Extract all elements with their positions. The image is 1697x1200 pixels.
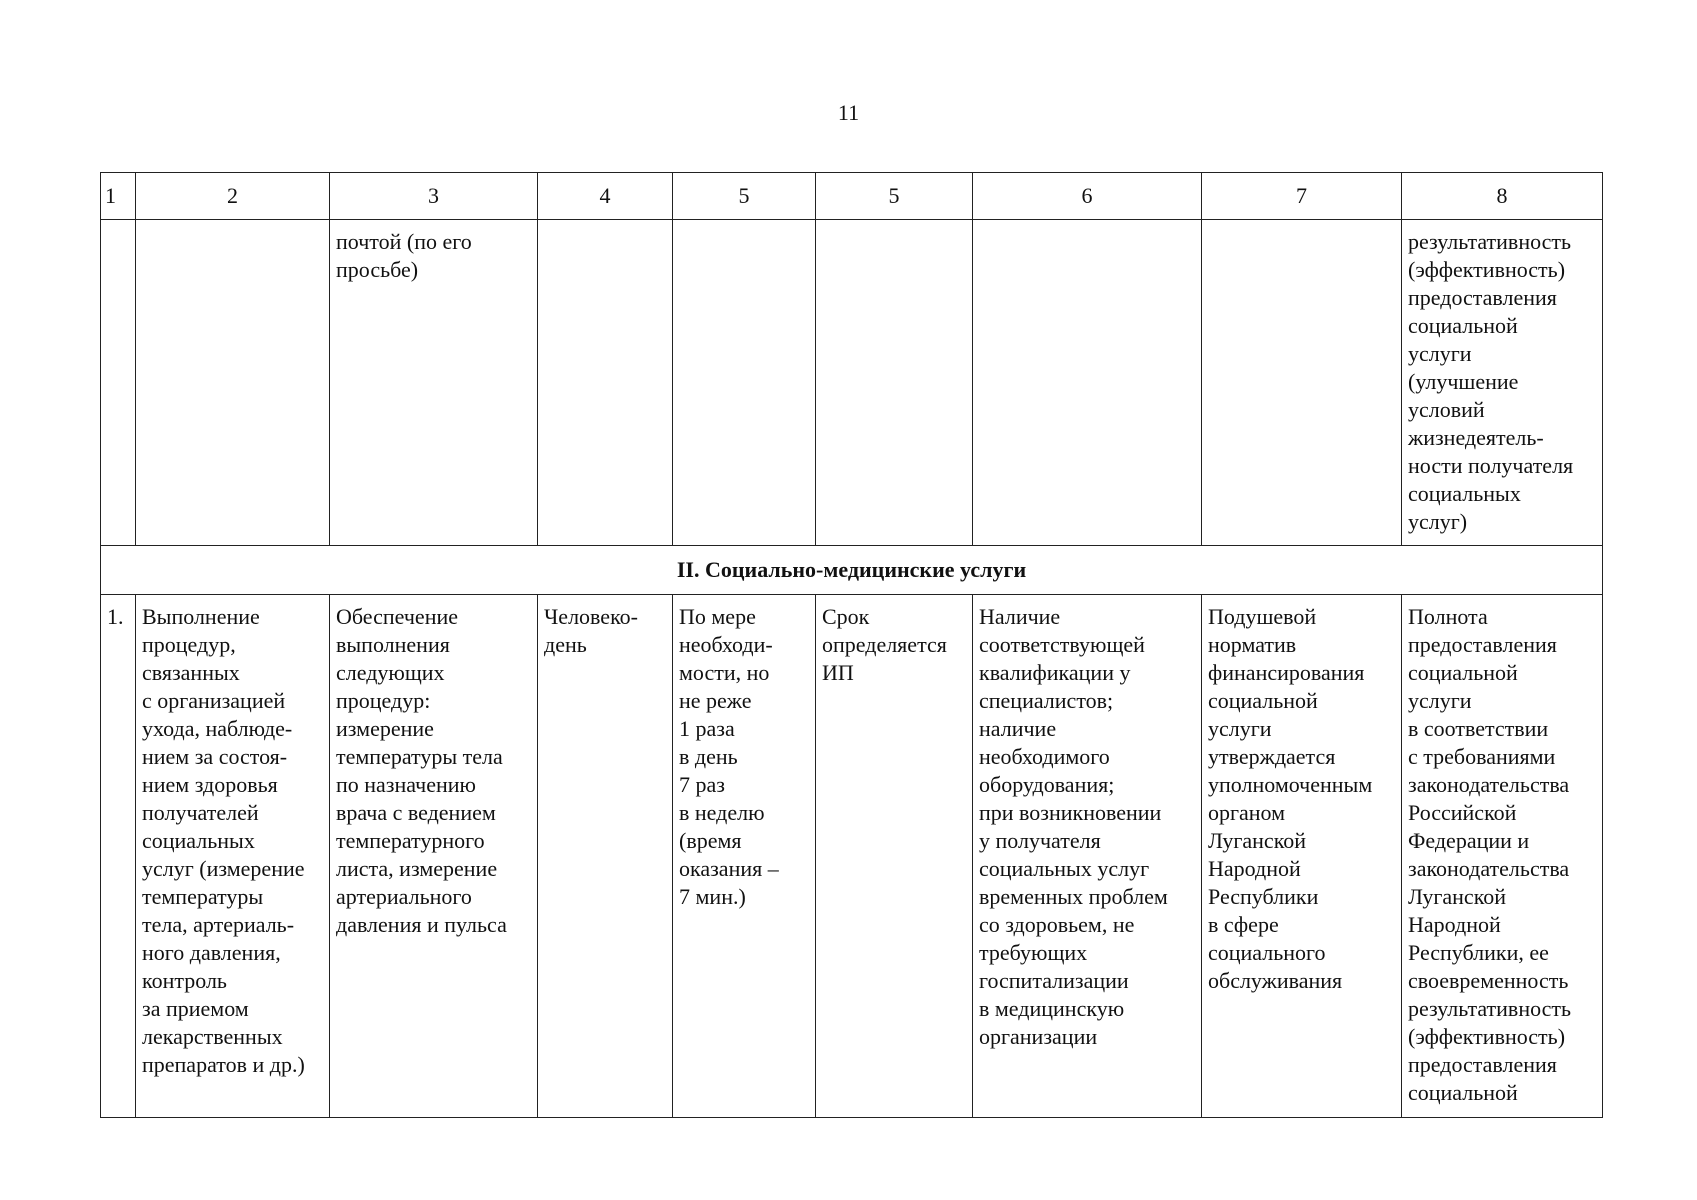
table-cell-conditions: Наличие соответствующей квалификации у специалистов; наличие необходимого оборудования; при возникновении у получателя социальных услуг временных проблем со здоровьем, не требующих госпитализации в медицинскую организации bbox=[973, 595, 1202, 1118]
table-cell-unit: Человеко- день bbox=[538, 595, 673, 1118]
table-cell-unit bbox=[538, 220, 673, 546]
column-number-cell: 4 bbox=[538, 173, 673, 220]
column-number-cell: 3 bbox=[330, 173, 538, 220]
table-cell-financing: Подушевой норматив финансирования социальной услуги утверждается уполномоченным органом Луганской Народной Республики в сфере социального обслуживания bbox=[1202, 595, 1402, 1118]
table-cell-term bbox=[816, 220, 973, 546]
services-table bbox=[100, 172, 1603, 1118]
column-number-row bbox=[101, 173, 1603, 220]
table-cell-service-name bbox=[136, 220, 330, 546]
table-cell-frequency bbox=[673, 220, 816, 546]
column-number-cell: 5 bbox=[673, 173, 816, 220]
table-cell-number: 1. bbox=[101, 595, 136, 1118]
service-row bbox=[101, 595, 1603, 1118]
column-number-cell: 6 bbox=[973, 173, 1202, 220]
column-number-cell: 2 bbox=[136, 173, 330, 220]
table-cell-term: Срок определяется ИП bbox=[816, 595, 973, 1118]
column-number-cell: 1 bbox=[101, 173, 136, 220]
continuation-row bbox=[101, 220, 1603, 546]
table-cell-service-name: Выполнение процедур, связанных с организацией ухода, наблюде- нием за состоя- нием здоровья получателей социальных услуг (измерение температуры тела, артериаль- ного давления, контроль за приемом лекарственных препаратов и др.) bbox=[136, 595, 330, 1118]
table-cell-description: Обеспечение выполнения следующих процедур: измерение температуры тела по назначению врача с ведением температурного листа, измерение артериального давления и пульса bbox=[330, 595, 538, 1118]
column-number-cell: 5 bbox=[816, 173, 973, 220]
table-cell-frequency: По мере необходи- мости, но не реже 1 раза в день 7 раз в неделю (время оказания – 7 мин.) bbox=[673, 595, 816, 1118]
table-cell-quality: Полнота предоставления социальной услуги в соответствии с требованиями законодательства Российской Федерации и законодательства Луганской Народной Республики, ее своевременность результативность (эффективность) предоставления социальной bbox=[1402, 595, 1603, 1118]
table-cell-financing bbox=[1202, 220, 1402, 546]
table-cell-number bbox=[101, 220, 136, 546]
table-cell-quality: результативность (эффективность) предоставления социальной услуги (улучшение условий жизнедеятель- ности получателя социальных услуг) bbox=[1402, 220, 1603, 546]
column-number-cell: 8 bbox=[1402, 173, 1603, 220]
column-number-cell: 7 bbox=[1202, 173, 1402, 220]
section-title: II. Социально-медицинские услуги bbox=[101, 546, 1603, 595]
table-cell-description: почтой (по его просьбе) bbox=[330, 220, 538, 546]
section-row bbox=[101, 546, 1603, 595]
table-cell-conditions bbox=[973, 220, 1202, 546]
page-number: 11 bbox=[837, 100, 860, 125]
